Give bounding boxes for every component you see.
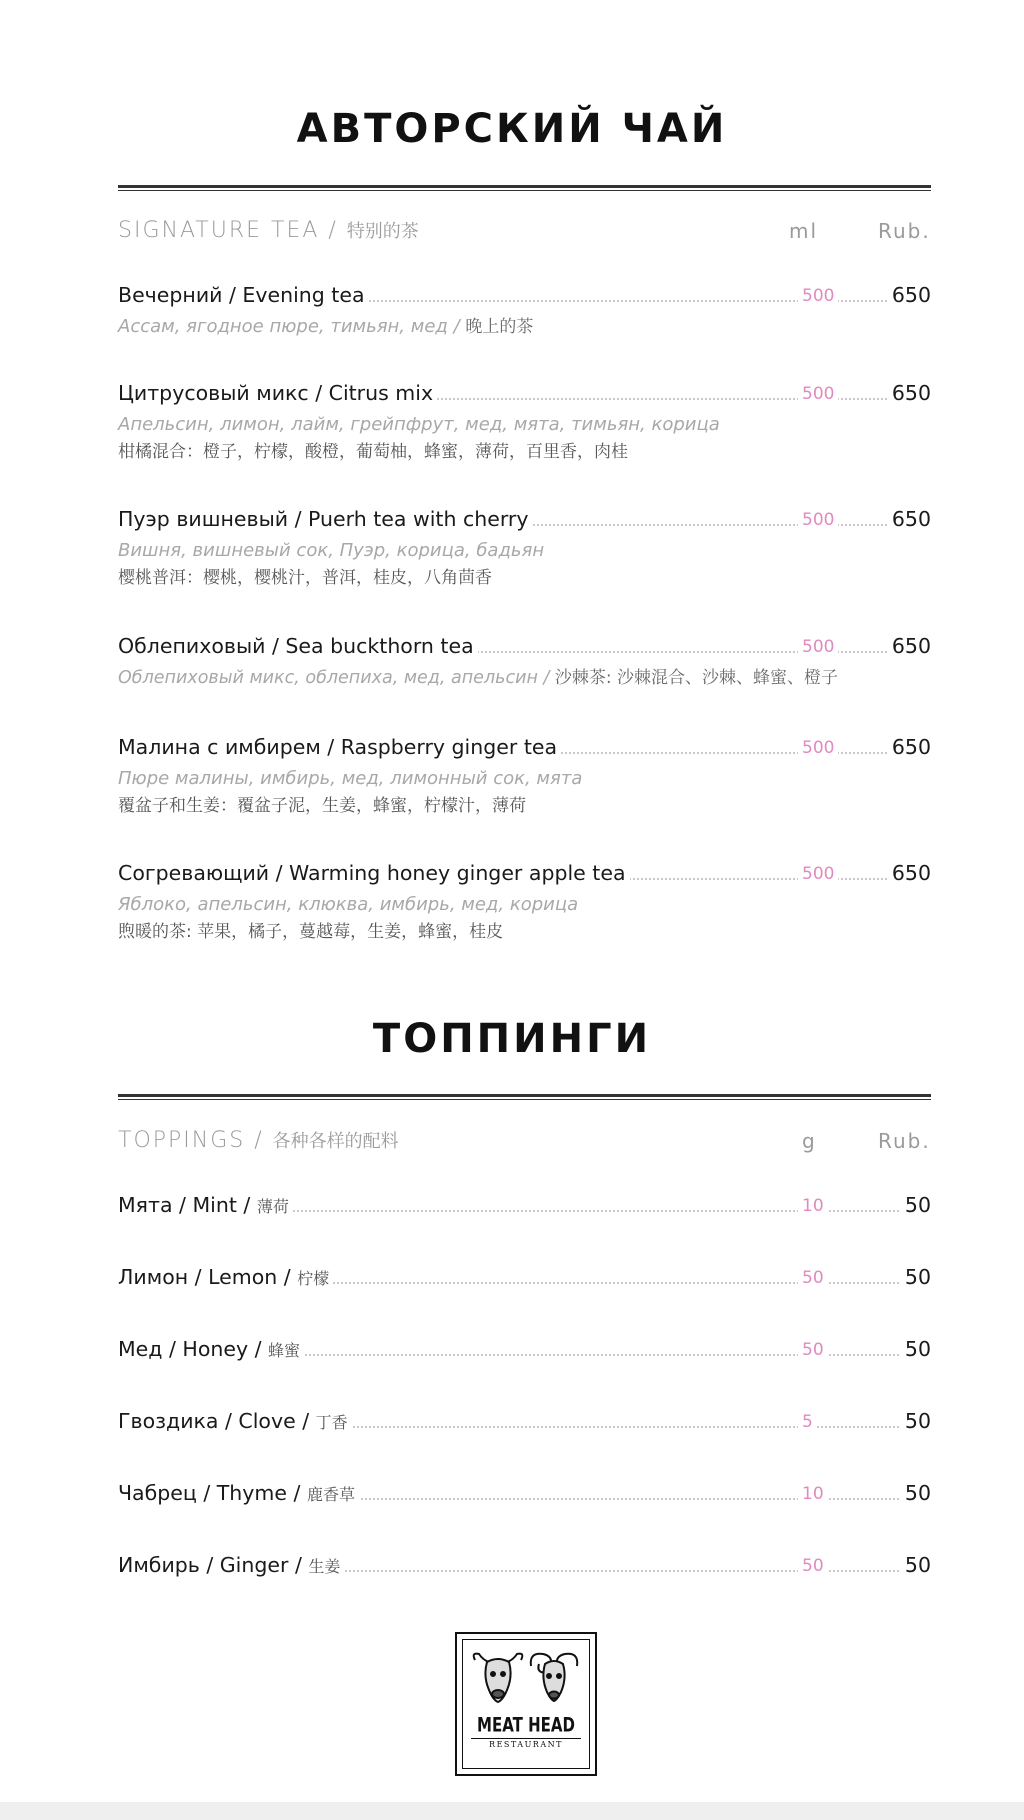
topping-item-name: Чабрец / Thyme / 鹿香草: [118, 1481, 359, 1505]
tea-item-price: 650: [888, 283, 931, 307]
tea-item: [118, 861, 931, 946]
tea-item-price: 650: [888, 634, 931, 658]
bull-head-icon: [474, 1654, 523, 1702]
tea-section-title: АВТОРСКИЙ ЧАЙ: [296, 106, 728, 152]
restaurant-logo: [455, 1632, 597, 1776]
tea-item-name: Малина с имбирем / Raspberry ginger tea: [118, 735, 561, 759]
tea-item-price: 650: [888, 735, 931, 759]
topping-item-price: 50: [901, 1265, 931, 1289]
tea-item-description: Пюре малины, имбирь, мед, лимонный сок, мята: [118, 768, 583, 789]
topping-item: [118, 1553, 931, 1583]
topping-item: [118, 1193, 931, 1223]
tea-price-label: Rub.: [878, 219, 931, 243]
tea-item-description: Вишня, вишневый сок, Пуэр, корица, бадьян: [118, 540, 545, 561]
tea-item-price: 650: [888, 861, 931, 885]
tea-item-description-cn: 煦暖的茶: 苹果，橘子，蔓越莓，生姜，蜂蜜，桂皮: [118, 922, 504, 942]
animal-heads-emblem: [469, 1646, 583, 1712]
tea-item-description: Апельсин, лимон, лайм, грейпфрут, мед, мята, тимьян, корица: [118, 414, 720, 435]
topping-item-name: Мед / Honey / 蜂蜜: [118, 1337, 304, 1361]
tea-item-volume: 500: [798, 286, 838, 306]
tea-item-name: Цитрусовый микс / Citrus mix: [118, 381, 437, 405]
topping-item-price: 50: [901, 1193, 931, 1217]
tea-subheader: [118, 217, 931, 247]
topping-item-price: 50: [901, 1481, 931, 1505]
topping-item-weight: 50: [798, 1268, 828, 1288]
topping-item-weight: 50: [798, 1340, 828, 1360]
toppings-unit-label: g: [802, 1129, 817, 1153]
topping-item-weight: 10: [798, 1196, 828, 1216]
toppings-subheader: [118, 1127, 931, 1157]
bottom-edge: [0, 1802, 1024, 1820]
topping-item-name: Мята / Mint / 薄荷: [118, 1193, 293, 1217]
ram-head-icon: [531, 1654, 578, 1701]
tea-unit-label: ml: [789, 219, 819, 243]
tea-item: [118, 283, 931, 340]
topping-item-weight: 5: [798, 1412, 817, 1432]
tea-item-description-cn: 覆盆子和生姜：覆盆子泥，生姜，蜂蜜，柠檬汁，薄荷: [118, 796, 526, 816]
tea-item: [118, 735, 931, 820]
topping-item-price: 50: [901, 1553, 931, 1577]
logo-brand-name: MEAT HEAD: [477, 1713, 575, 1737]
tea-item-volume: 500: [798, 510, 838, 530]
topping-item: [118, 1265, 931, 1295]
topping-item-weight: 10: [798, 1484, 828, 1504]
tea-item-description-cn: 柑橘混合：橙子，柠檬，酸橙，葡萄柚，蜂蜜，薄荷，百里香，肉桂: [118, 442, 628, 462]
tea-item-volume: 500: [798, 637, 838, 657]
topping-item-name: Лимон / Lemon / 柠檬: [118, 1265, 333, 1289]
toppings-section-title: ТОППИНГИ: [372, 1016, 652, 1062]
topping-item-name: Гвоздика / Clove / 丁香: [118, 1409, 352, 1433]
topping-item: [118, 1481, 931, 1511]
topping-item-name: Имбирь / Ginger / 生姜: [118, 1553, 344, 1577]
tea-item-name: Согревающий / Warming honey ginger apple tea: [118, 861, 630, 885]
topping-item: [118, 1409, 931, 1439]
tea-subtitle: SIGNATURE TEA / 特别的茶: [118, 218, 419, 243]
tea-item-price: 650: [888, 507, 931, 531]
topping-item-price: 50: [901, 1409, 931, 1433]
tea-item: [118, 381, 931, 466]
topping-item: [118, 1337, 931, 1367]
tea-item-description: Ассам, ягодное пюре, тимьян, мед / 晚上的茶: [118, 316, 534, 337]
tea-item: [118, 507, 931, 592]
tea-item-volume: 500: [798, 738, 838, 758]
tea-item-volume: 500: [798, 384, 838, 404]
toppings-subtitle: TOPPINGS / 各种各样的配料: [118, 1128, 399, 1153]
toppings-price-label: Rub.: [878, 1129, 931, 1153]
toppings-title-rule: [118, 1094, 931, 1100]
tea-subtitle-cn: 特别的茶: [346, 221, 419, 242]
logo-divider: [471, 1738, 581, 1739]
tea-item-description: Облепиховый микс, облепиха, мед, апельсин / 沙棘茶: 沙棘混合、沙棘、蜂蜜、橙子: [118, 668, 839, 688]
toppings-subtitle-cn: 各种各样的配料: [272, 1131, 399, 1152]
tea-item-price: 650: [888, 381, 931, 405]
logo-subtitle: RESTAURANT: [489, 1740, 563, 1749]
tea-title-rule: [118, 185, 931, 191]
tea-item: [118, 634, 931, 691]
tea-item-volume: 500: [798, 864, 838, 884]
tea-item-name: Облепиховый / Sea buckthorn tea: [118, 634, 478, 658]
tea-item-description-cn: 樱桃普洱：樱桃，樱桃汁，普洱，桂皮，八角茴香: [118, 568, 492, 588]
tea-item-name: Пуэр вишневый / Puerh tea with cherry: [118, 507, 532, 531]
tea-item-description: Яблоко, апельсин, клюква, имбирь, мед, корица: [118, 894, 579, 915]
topping-item-weight: 50: [798, 1556, 828, 1576]
topping-item-price: 50: [901, 1337, 931, 1361]
tea-item-name: Вечерний / Evening tea: [118, 283, 369, 307]
